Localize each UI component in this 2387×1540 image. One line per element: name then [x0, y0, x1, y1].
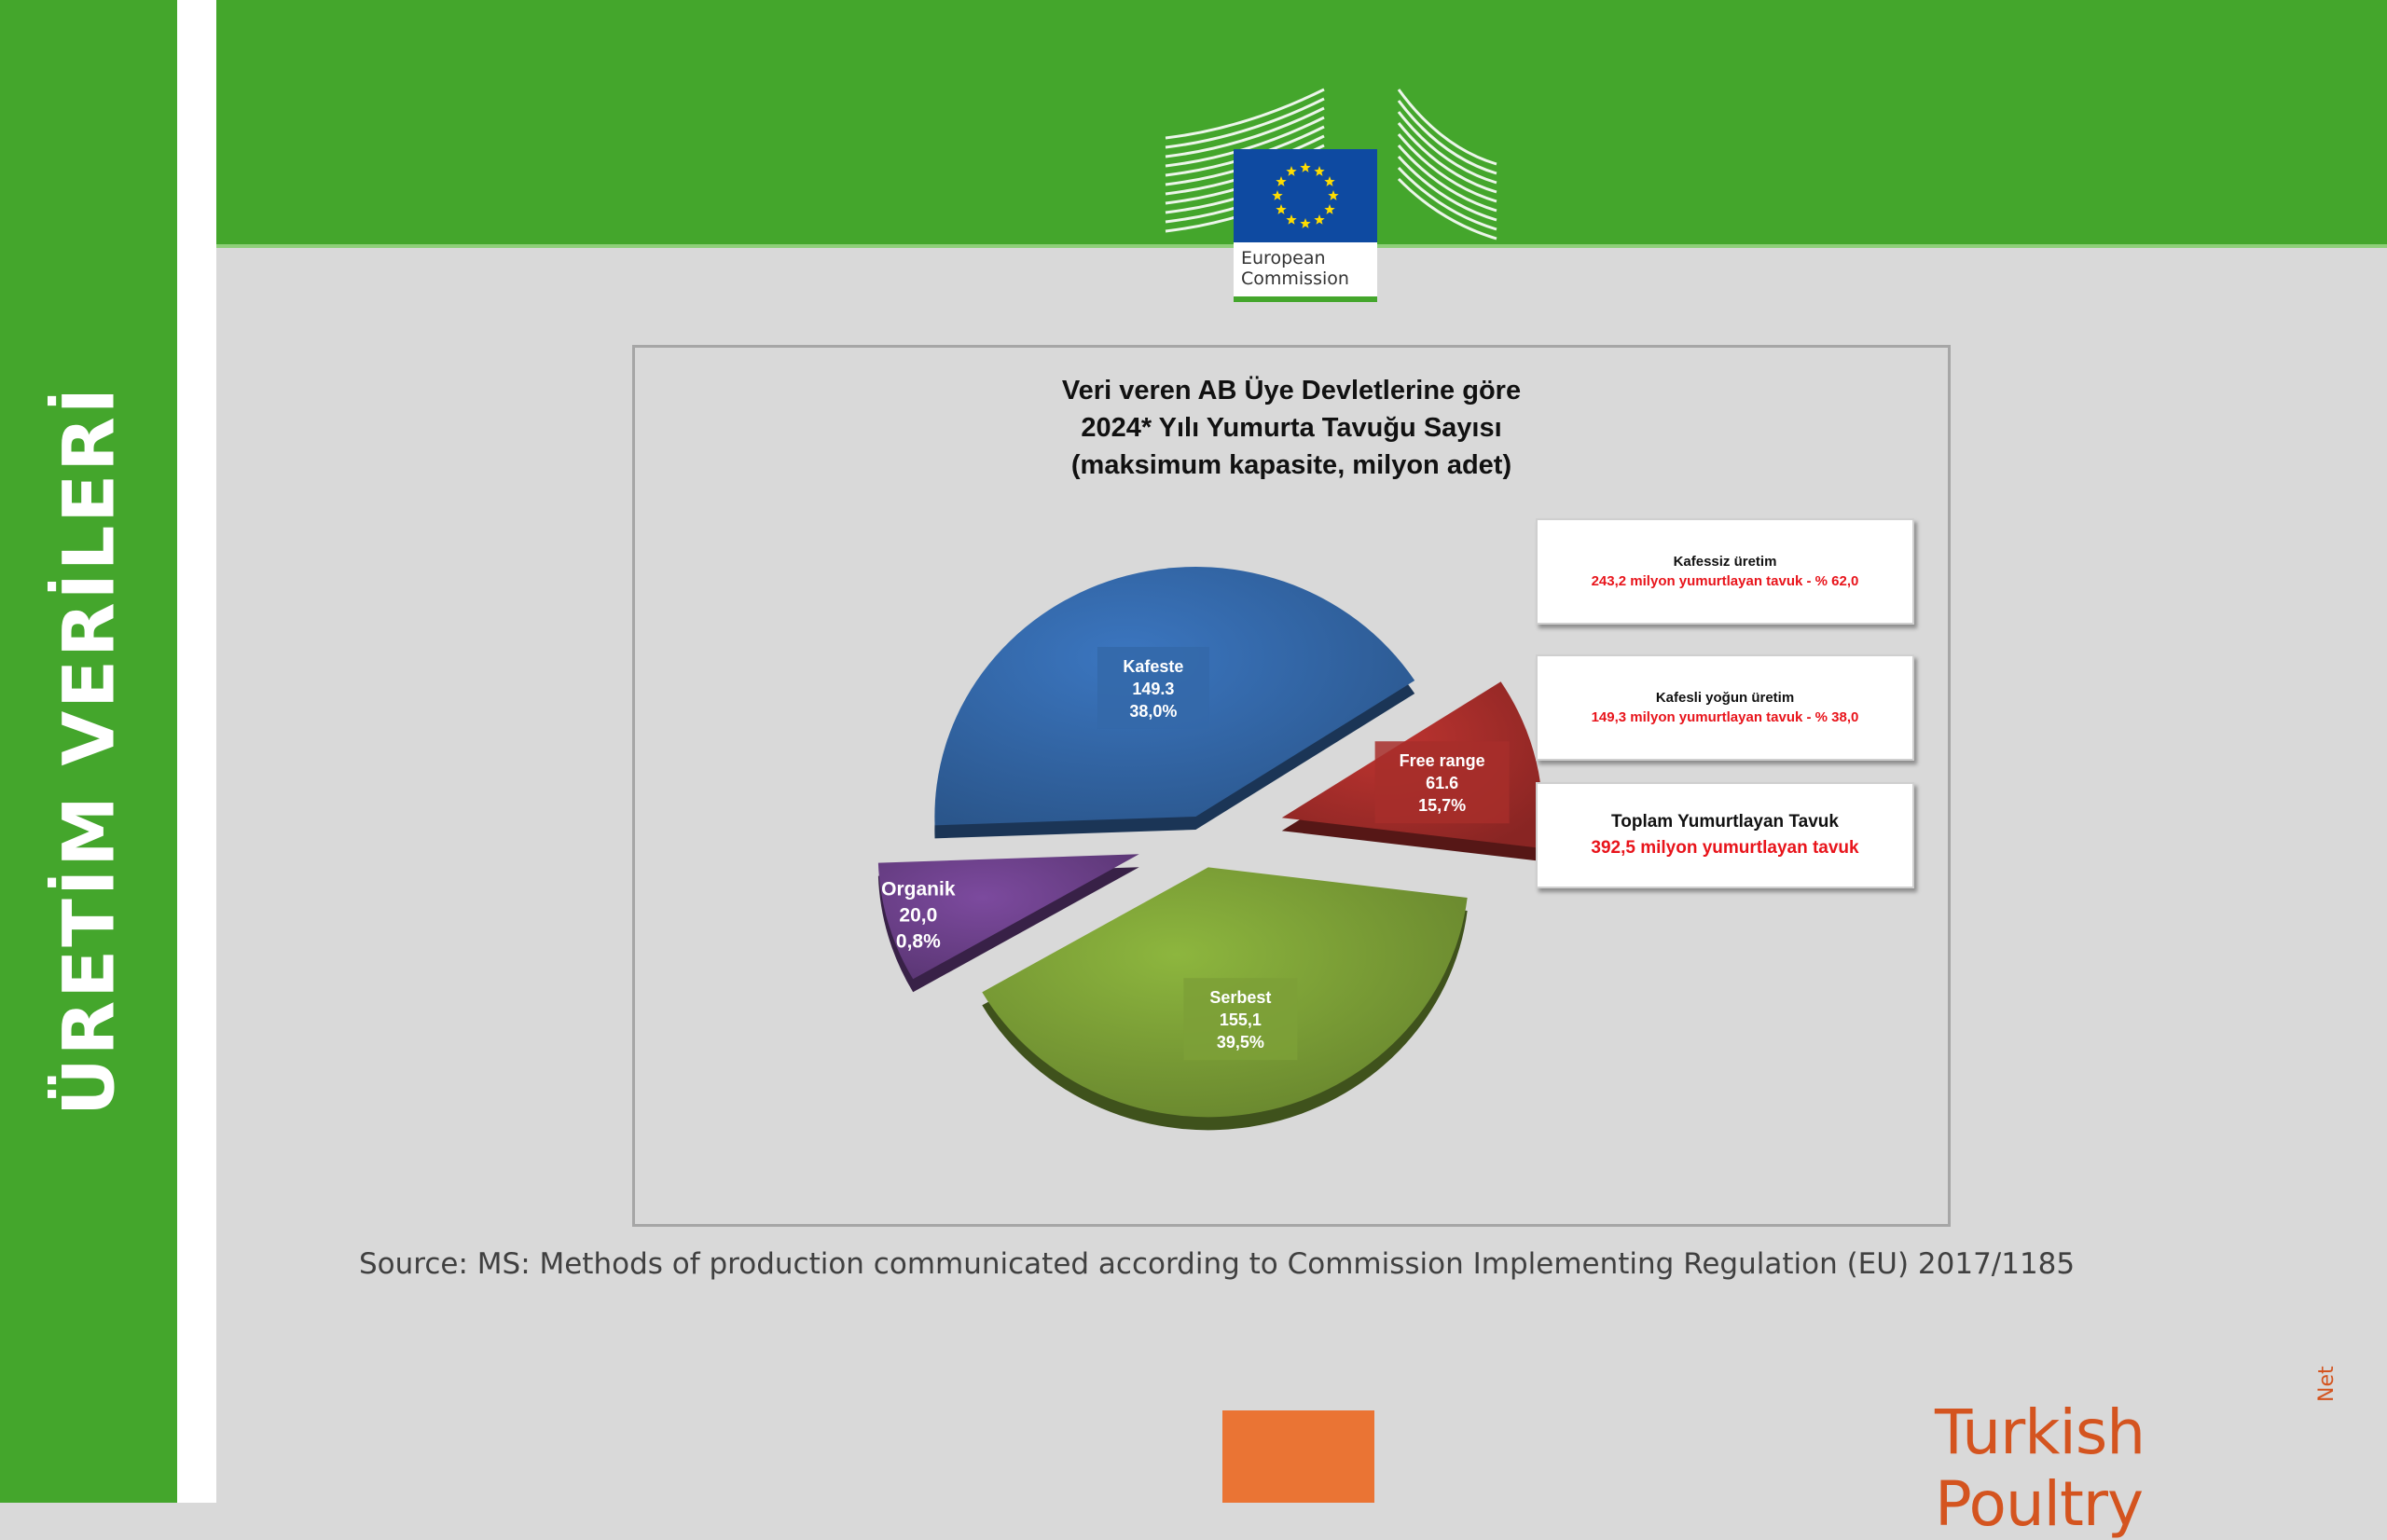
info-box-value: 392,5 milyon yumurtlayan tavuk	[1591, 838, 1859, 858]
data-label-percent: 39,5%	[1216, 1033, 1264, 1052]
info-box-heading: Kafessiz üretim	[1673, 554, 1777, 570]
data-label-percent: 15,7%	[1418, 796, 1467, 816]
brand-name: Turkish Poultry	[1935, 1396, 2146, 1540]
side-gap	[177, 0, 216, 1503]
data-label-name: Kafeste	[1123, 656, 1184, 676]
eu-star-icon	[1276, 204, 1286, 214]
european-commission-logo	[1161, 82, 1506, 306]
ec-emblem	[1234, 149, 1377, 302]
info-box-total	[1536, 782, 1914, 888]
eu-star-icon	[1272, 190, 1282, 200]
data-label-value: 149.3	[1132, 679, 1175, 698]
data-label-value: 155,1	[1219, 1011, 1262, 1030]
side-title: ÜRETİM VERİLERİ	[47, 384, 131, 1117]
info-box-cage-free	[1536, 518, 1914, 625]
chart-title-line1: Veri veren AB Üye Devletlerine göre	[1061, 376, 1522, 406]
eu-star-icon	[1324, 176, 1334, 186]
data-label-name: Free range	[1399, 751, 1485, 771]
eu-star-icon	[1314, 166, 1324, 176]
chart-frame	[632, 345, 1951, 1227]
ec-logo-line1: European	[1241, 248, 1326, 268]
info-box-value: 243,2 milyon yumurtlayan tavuk - % 62,0	[1591, 573, 1859, 589]
chart-title-line3: (maksimum kapasite, milyon adet)	[1070, 450, 1512, 480]
orange-block	[1222, 1410, 1374, 1503]
data-label-percent: 38,0%	[1129, 701, 1178, 721]
eu-star-icon	[1324, 204, 1334, 214]
data-label-value: 61.6	[1426, 774, 1459, 793]
data-label-percent: 0,8%	[895, 930, 941, 953]
eu-flag-icon	[1234, 149, 1377, 242]
eu-star-icon	[1300, 162, 1310, 172]
eu-star-icon	[1286, 166, 1296, 176]
data-label-name: Serbest	[1209, 988, 1272, 1008]
eu-star-icon	[1314, 214, 1324, 225]
brand-suffix: Net	[2315, 1366, 2339, 1402]
info-box-value: 149,3 milyon yumurtlayan tavuk - % 38,0	[1591, 709, 1859, 725]
eu-star-icon	[1276, 176, 1286, 186]
ec-logo-line2: Commission	[1241, 268, 1349, 289]
ec-logo-underline	[1234, 296, 1377, 302]
source-note: Source: MS: Methods of production communicated according to Commission Implementing Regulation (EU) 2017/1185	[359, 1247, 2076, 1281]
info-box-heading: Kafesli yoğun üretim	[1655, 690, 1795, 706]
data-label-value: 20,0	[899, 904, 938, 927]
chart-title-line2: 2024* Yılı Yumurta Tavuğu Sayısı	[1081, 413, 1502, 443]
eu-star-icon	[1328, 190, 1338, 200]
data-label-name: Organik	[881, 878, 956, 901]
info-box-heading: Toplam Yumurtlayan Tavuk	[1611, 812, 1839, 832]
ec-logo-text	[1241, 248, 1349, 289]
eu-star-icon	[1286, 214, 1296, 225]
turkish-poultry-logo	[1935, 1366, 2345, 1540]
info-box-caged	[1536, 654, 1914, 761]
eu-star-icon	[1300, 218, 1310, 228]
